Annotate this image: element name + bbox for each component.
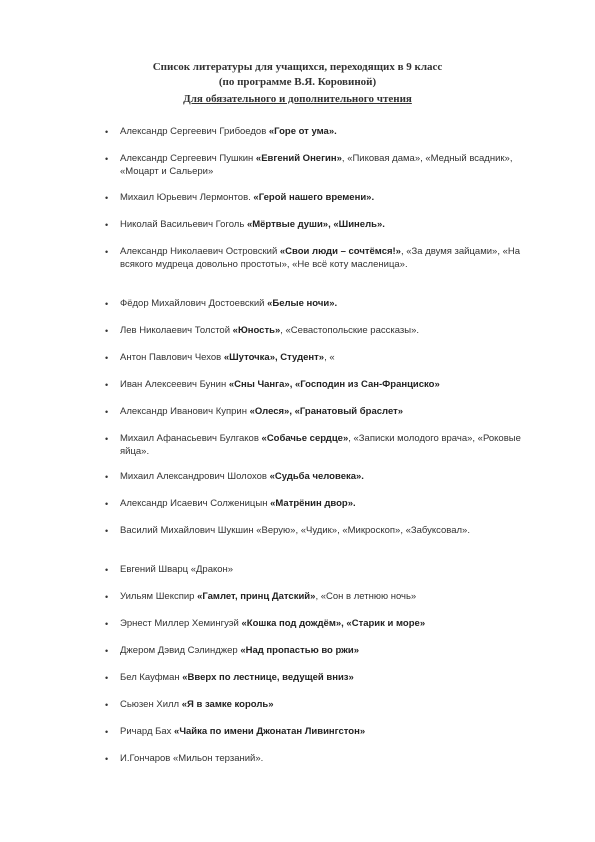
- list-item-text: [120, 298, 337, 309]
- work-title: «Судьба человека».: [269, 471, 364, 482]
- list-item-text: [120, 471, 364, 482]
- section-subtitle: Для обязательного и дополнительного чтения: [183, 93, 412, 105]
- work-title: «Я в замке король»: [181, 699, 274, 710]
- bullet-icon: •: [105, 526, 109, 536]
- list-item: [105, 352, 540, 365]
- author-text: , «За двумя зайцами», «На всякого мудреца довольно простоты», «Не всё коту масленица».: [120, 246, 521, 270]
- work-title: «Мёртвые души», «Шинель».: [246, 219, 385, 230]
- work-title: «Юность»: [232, 325, 281, 336]
- bullet-icon: •: [105, 727, 109, 737]
- bullet-icon: •: [105, 326, 109, 336]
- list-item-text: [120, 406, 403, 417]
- bullet-icon: •: [105, 127, 109, 137]
- list-item-text: [120, 645, 359, 656]
- list-item: [105, 498, 540, 511]
- work-title: «Сны Чанга», «Господин из Сан-Франциско»: [228, 379, 440, 390]
- author-text: Евгений Шварц «Дракон»: [120, 564, 234, 575]
- document-header: [0, 60, 595, 107]
- author-text: Александр Николаевич Островский: [120, 246, 280, 257]
- list-item: [105, 219, 540, 232]
- author-text: Николай Васильевич Гоголь: [120, 219, 247, 230]
- work-title: «Свои люди – сочтёмся!»: [279, 246, 401, 257]
- author-text: Александр Сергеевич Пушкин: [120, 153, 256, 164]
- work-title: «Горе от ума».: [268, 126, 337, 137]
- bullet-icon: •: [105, 565, 109, 575]
- author-text: Фёдор Михайлович Достоевский: [120, 298, 268, 309]
- work-title: «Герой нашего времени».: [253, 192, 375, 203]
- list-item-text: [120, 564, 233, 575]
- list-item: [105, 564, 540, 577]
- bullet-icon: •: [105, 499, 109, 509]
- author-text: И.Гончаров «Мильон терзаний».: [120, 753, 264, 764]
- work-title: «Олеся», «Гранатовый браслет»: [249, 406, 404, 417]
- list-item: [105, 699, 540, 712]
- author-text: , «: [324, 352, 335, 363]
- list-item: [105, 126, 540, 139]
- bullet-icon: •: [105, 700, 109, 710]
- list-item: [105, 298, 540, 311]
- list-item: [105, 672, 540, 685]
- bullet-icon: •: [105, 592, 109, 602]
- list-item-text: [120, 672, 354, 683]
- bullet-icon: •: [105, 673, 109, 683]
- bullet-icon: •: [105, 646, 109, 656]
- author-text: Александр Сергеевич Грибоедов: [120, 126, 269, 137]
- work-title: «Матрёнин двор».: [270, 498, 356, 509]
- author-text: Эрнест Миллер Хемингуэй: [120, 618, 242, 629]
- bullet-icon: •: [105, 299, 109, 309]
- work-title: «Вверх по лестнице, ведущей вниз»: [182, 672, 354, 683]
- work-title: «Гамлет, принц Датский»: [197, 591, 316, 602]
- bullet-icon: •: [105, 380, 109, 390]
- bullet-icon: •: [105, 353, 109, 363]
- list-item: [105, 406, 540, 419]
- list-item: [105, 591, 540, 604]
- bullet-icon: •: [105, 619, 109, 629]
- bullet-icon: •: [105, 247, 109, 257]
- list-item: [105, 753, 540, 766]
- list-item-text: [120, 192, 374, 203]
- list-item-text: [120, 246, 520, 270]
- list-item: [105, 433, 540, 458]
- list-item: [105, 379, 540, 392]
- bullet-icon: •: [105, 434, 109, 444]
- list-item: [105, 325, 540, 338]
- work-title: «Над пропастью во ржи»: [240, 645, 360, 656]
- author-text: , «Записки молодого врача», «Роковые яйца».: [120, 433, 521, 457]
- list-item: [105, 471, 540, 484]
- work-title: «Собачье сердце»: [261, 433, 349, 444]
- work-title: «Евгений Онегин»: [255, 153, 342, 164]
- list-item: [105, 153, 540, 178]
- list-item-text: [120, 699, 274, 710]
- author-text: Уильям Шекспир: [120, 591, 198, 602]
- list-item-text: [120, 591, 416, 602]
- list-item-text: [120, 433, 521, 457]
- list-item: [105, 246, 540, 271]
- work-title: «Кошка под дождём», «Старик и море»: [241, 618, 426, 629]
- list-item: [105, 192, 540, 205]
- list-item-text: [120, 525, 470, 536]
- author-text: Сьюзен Хилл: [120, 699, 182, 710]
- bullet-icon: •: [105, 407, 109, 417]
- list-item-text: [120, 726, 365, 737]
- author-text: Бел Кауфман: [120, 672, 183, 683]
- work-title: «Белые ночи».: [267, 298, 338, 309]
- list-item: [105, 525, 540, 538]
- author-text: Александр Иванович Куприн: [120, 406, 250, 417]
- author-text: Иван Алексеевич Бунин: [120, 379, 229, 390]
- program-note: (по программе В.Я. Коровиной): [218, 76, 377, 88]
- work-title: «Чайка по имени Джонатан Ливингстон»: [174, 726, 366, 737]
- work-title: «Шуточка», Студент»: [223, 352, 325, 363]
- bullet-icon: •: [105, 154, 109, 164]
- author-text: Джером Дэвид Сэлинджер: [120, 645, 241, 656]
- list-item-text: [120, 618, 425, 629]
- document-title: Список литературы для учащихся, переходящих в 9 класс: [152, 61, 443, 73]
- author-text: Михаил Александрович Шолохов: [120, 471, 270, 482]
- author-text: Антон Павлович Чехов: [120, 352, 224, 363]
- author-text: Михаил Юрьевич Лермонтов.: [120, 192, 254, 203]
- author-text: Василий Михайлович Шукшин «Верую», «Чудик», «Микроскоп», «Забуксовал».: [120, 525, 470, 536]
- author-text: , «Севастопольские рассказы».: [280, 325, 420, 336]
- bullet-icon: •: [105, 220, 109, 230]
- list-item-text: [120, 352, 335, 363]
- author-text: Михаил Афанасьевич Булгаков: [120, 433, 262, 444]
- list-item: [105, 726, 540, 739]
- list-item-text: [120, 126, 337, 137]
- author-text: Ричард Бах: [120, 726, 175, 737]
- list-item-text: [120, 325, 419, 336]
- bullet-icon: •: [105, 193, 109, 203]
- author-text: , «Сон в летнюю ночь»: [315, 591, 417, 602]
- list-item-text: [120, 753, 263, 764]
- list-item-text: [120, 498, 356, 509]
- list-item: [105, 645, 540, 658]
- author-text: Лев Николаевич Толстой: [120, 325, 233, 336]
- bullet-icon: •: [105, 472, 109, 482]
- bullet-icon: •: [105, 754, 109, 764]
- author-text: Александр Исаевич Солженицын: [120, 498, 271, 509]
- list-item-text: [120, 379, 440, 390]
- author-text: , «Пиковая дама», «Медный всадник», «Моцарт и Сальери»: [120, 153, 513, 177]
- list-item-text: [120, 153, 512, 177]
- list-item: [105, 618, 540, 631]
- list-item-text: [120, 219, 385, 230]
